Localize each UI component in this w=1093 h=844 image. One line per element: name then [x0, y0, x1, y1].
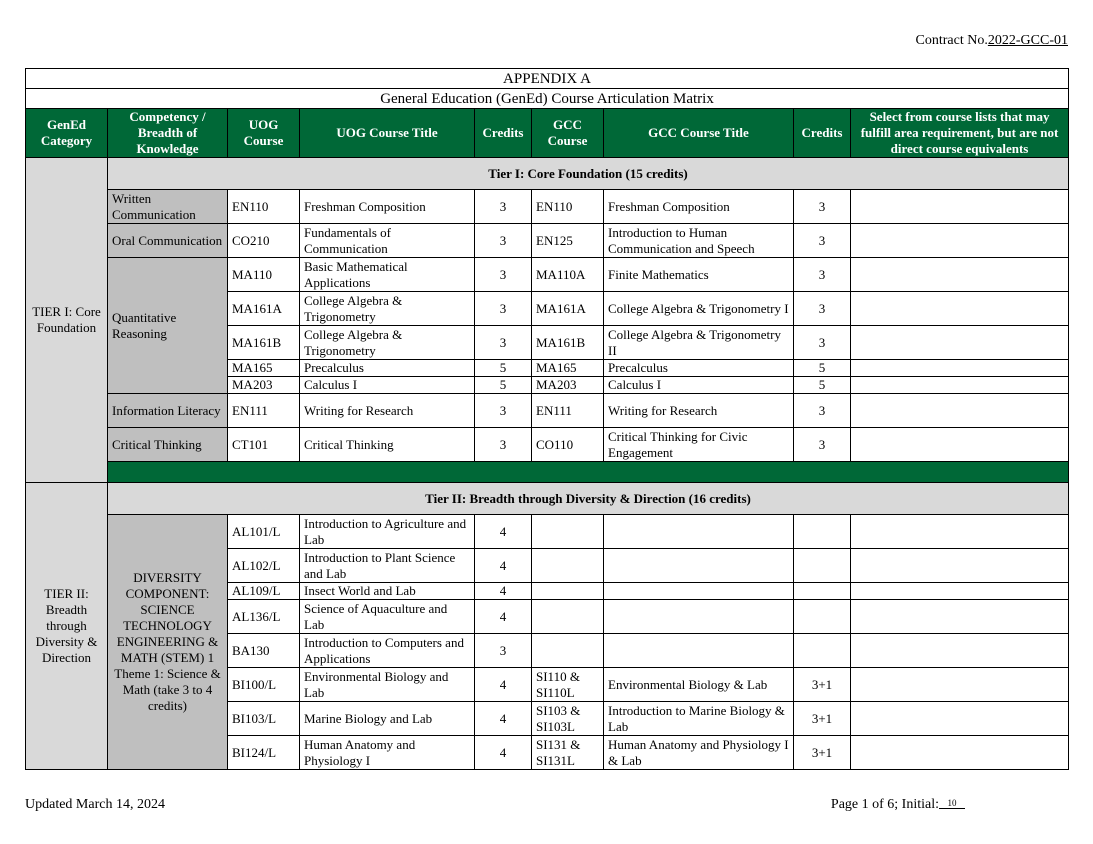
uog-credits: 3: [475, 258, 532, 292]
uog-title: Fundamentals of Communication: [300, 224, 475, 258]
gcc-title: Introduction to Marine Biology & Lab: [604, 702, 794, 736]
gcc-credits: 3: [794, 190, 851, 224]
gcc-credits: 3: [794, 326, 851, 360]
uog-title: Science of Aquaculture and Lab: [300, 600, 475, 634]
gcc-title: [604, 600, 794, 634]
gcc-course: MA161A: [532, 292, 604, 326]
section-divider: [26, 462, 1069, 483]
gcc-credits: 3: [794, 292, 851, 326]
select-from-cell: [851, 668, 1069, 702]
page-number: [831, 797, 965, 813]
gcc-title: [604, 634, 794, 668]
tier2-heading: Tier II: Breadth through Diversity & Direction (16 credits): [108, 483, 1069, 515]
uog-course: BI103/L: [228, 702, 300, 736]
gcc-title: Environmental Biology & Lab: [604, 668, 794, 702]
uog-credits: 4: [475, 702, 532, 736]
gcc-credits: 5: [794, 377, 851, 394]
gcc-course: MA110A: [532, 258, 604, 292]
gcc-title: Writing for Research: [604, 394, 794, 428]
select-from-cell: [851, 515, 1069, 549]
select-from-cell: [851, 600, 1069, 634]
uog-credits: 5: [475, 377, 532, 394]
uog-title: Freshman Composition: [300, 190, 475, 224]
uog-credits: 3: [475, 428, 532, 462]
gcc-credits: 3: [794, 258, 851, 292]
uog-title: Introduction to Computers and Applications: [300, 634, 475, 668]
uog-title: Writing for Research: [300, 394, 475, 428]
uog-title: Introduction to Agriculture and Lab: [300, 515, 475, 549]
uog-title: College Algebra & Trigonometry: [300, 326, 475, 360]
gcc-course: SI131 & SI131L: [532, 736, 604, 770]
gcc-title: Precalculus: [604, 360, 794, 377]
gcc-course: EN110: [532, 190, 604, 224]
uog-title: Critical Thinking: [300, 428, 475, 462]
matrix-title: General Education (GenEd) Course Articulation Matrix: [26, 89, 1069, 109]
uog-course: EN110: [228, 190, 300, 224]
select-from-cell: [851, 736, 1069, 770]
gcc-credits: 3: [794, 394, 851, 428]
uog-credits: 4: [475, 549, 532, 583]
uog-credits: 4: [475, 736, 532, 770]
gcc-credits: 5: [794, 360, 851, 377]
gcc-title: Finite Mathematics: [604, 258, 794, 292]
gcc-course: [532, 634, 604, 668]
uog-credits: 4: [475, 583, 532, 600]
contract-value: 2022-GCC-01: [987, 33, 1068, 48]
tier1-category: TIER I: Core Foundation: [26, 158, 108, 483]
uog-title: Insect World and Lab: [300, 583, 475, 600]
header-competency: Competency / Breadth of Knowledge: [108, 109, 228, 158]
competency-oral: Oral Communication: [108, 224, 228, 258]
uog-credits: 3: [475, 224, 532, 258]
gcc-credits: [794, 634, 851, 668]
select-from-cell: [851, 549, 1069, 583]
contract-label: Contract No.: [915, 33, 988, 48]
uog-course: MA161A: [228, 292, 300, 326]
uog-credits: 4: [475, 515, 532, 549]
competency-diversity-stem: [108, 515, 228, 770]
tier2-category: TIER II: Breadth through Diversity & Direction: [26, 483, 108, 770]
header-uog-course: UOG Course: [228, 109, 300, 158]
appendix-title: APPENDIX A: [26, 69, 1069, 89]
gcc-title: College Algebra & Trigonometry I: [604, 292, 794, 326]
uog-title: Basic Mathematical Applications: [300, 258, 475, 292]
gcc-course: SI103 & SI103L: [532, 702, 604, 736]
uog-title: Human Anatomy and Physiology I: [300, 736, 475, 770]
competency-critical-thinking: Critical Thinking: [108, 428, 228, 462]
gcc-course: MA165: [532, 360, 604, 377]
uog-course: BA130: [228, 634, 300, 668]
uog-course: BI100/L: [228, 668, 300, 702]
uog-course: BI124/L: [228, 736, 300, 770]
uog-course: CO210: [228, 224, 300, 258]
initial-field: 10: [939, 798, 965, 809]
uog-credits: 4: [475, 600, 532, 634]
uog-credits: 3: [475, 292, 532, 326]
uog-title: Calculus I: [300, 377, 475, 394]
uog-course: AL101/L: [228, 515, 300, 549]
gcc-credits: 3+1: [794, 668, 851, 702]
page-label: Page 1 of 6; Initial:: [830, 797, 939, 812]
uog-title: College Algebra & Trigonometry: [300, 292, 475, 326]
competency-quant: Quantitative Reasoning: [108, 258, 228, 394]
uog-title: Marine Biology and Lab: [300, 702, 475, 736]
uog-credits: 3: [475, 394, 532, 428]
gcc-course: [532, 549, 604, 583]
gcc-title: Calculus I: [604, 377, 794, 394]
header-credits: Credits: [475, 109, 532, 158]
select-from-cell: [851, 224, 1069, 258]
select-from-cell: [851, 258, 1069, 292]
select-from-cell: [851, 394, 1069, 428]
uog-title: Environmental Biology and Lab: [300, 668, 475, 702]
select-from-cell: [851, 360, 1069, 377]
select-from-cell: [851, 190, 1069, 224]
competency-diversity-label: DIVERSITY COMPONENT: SCIENCE TECHNOLOGY ENGINEERING & MATH (STEM) 1: [116, 570, 219, 665]
uog-credits: 3: [475, 190, 532, 224]
uog-course: AL109/L: [228, 583, 300, 600]
gcc-course: CO110: [532, 428, 604, 462]
select-from-cell: [851, 428, 1069, 462]
header-uog-title: UOG Course Title: [300, 109, 475, 158]
uog-course: AL102/L: [228, 549, 300, 583]
gcc-credits: 3+1: [794, 702, 851, 736]
uog-credits: 3: [475, 326, 532, 360]
gcc-course: EN111: [532, 394, 604, 428]
competency-info-literacy: Information Literacy: [108, 394, 228, 428]
gcc-title: College Algebra & Trigonometry II: [604, 326, 794, 360]
uog-course: MA161B: [228, 326, 300, 360]
uog-course: EN111: [228, 394, 300, 428]
gcc-title: Critical Thinking for Civic Engagement: [604, 428, 794, 462]
contract-number: [916, 33, 1068, 49]
select-from-cell: [851, 292, 1069, 326]
header-gened-category: GenEd Category: [26, 109, 108, 158]
header-gcc-course: GCC Course: [532, 109, 604, 158]
select-from-cell: [851, 634, 1069, 668]
uog-course: AL136/L: [228, 600, 300, 634]
gcc-course: [532, 515, 604, 549]
select-from-cell: [851, 702, 1069, 736]
gcc-credits: 3+1: [794, 736, 851, 770]
uog-course: MA165: [228, 360, 300, 377]
gcc-course: SI110 & SI110L: [532, 668, 604, 702]
tier1-heading: Tier I: Core Foundation (15 credits): [108, 158, 1069, 190]
gcc-credits: 3: [794, 428, 851, 462]
gcc-title: [604, 583, 794, 600]
select-from-cell: [851, 377, 1069, 394]
competency-diversity-theme: Theme 1: Science & Math (take 3 to 4 credits): [114, 666, 221, 713]
uog-course: MA110: [228, 258, 300, 292]
uog-title: Introduction to Plant Science and Lab: [300, 549, 475, 583]
articulation-matrix: [25, 68, 1069, 770]
gcc-credits: [794, 583, 851, 600]
gcc-course: [532, 600, 604, 634]
gcc-credits: [794, 515, 851, 549]
select-from-cell: [851, 326, 1069, 360]
header-gcc-title: GCC Course Title: [604, 109, 794, 158]
uog-credits: 5: [475, 360, 532, 377]
header-gcc-credits: Credits: [794, 109, 851, 158]
uog-credits: 4: [475, 668, 532, 702]
gcc-course: MA161B: [532, 326, 604, 360]
gcc-title: Human Anatomy and Physiology I & Lab: [604, 736, 794, 770]
uog-credits: 3: [475, 634, 532, 668]
gcc-title: [604, 549, 794, 583]
gcc-credits: [794, 549, 851, 583]
gcc-course: EN125: [532, 224, 604, 258]
gcc-credits: [794, 600, 851, 634]
gcc-credits: 3: [794, 224, 851, 258]
select-from-cell: [851, 583, 1069, 600]
updated-date: Updated March 14, 2024: [25, 797, 165, 812]
uog-course: CT101: [228, 428, 300, 462]
competency-written: Written Communication: [108, 190, 228, 224]
header-select-from: Select from course lists that may fulfill area requirement, but are not direct course equivalents: [851, 109, 1069, 158]
gcc-course: [532, 583, 604, 600]
gcc-course: MA203: [532, 377, 604, 394]
uog-title: Precalculus: [300, 360, 475, 377]
gcc-title: Introduction to Human Communication and Speech: [604, 224, 794, 258]
uog-course: MA203: [228, 377, 300, 394]
gcc-title: [604, 515, 794, 549]
gcc-title: Freshman Composition: [604, 190, 794, 224]
